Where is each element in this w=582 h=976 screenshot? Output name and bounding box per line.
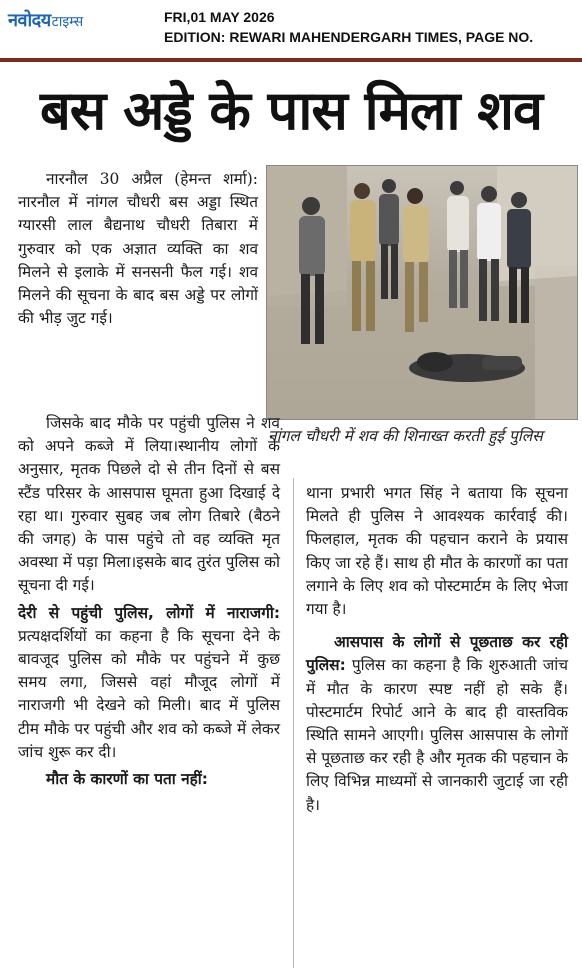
newspaper-logo[interactable] [8, 8, 83, 32]
column-divider [293, 478, 294, 968]
issue-date: FRI,01 MAY 2026 [164, 9, 275, 25]
paragraph-inquiry-text: पुलिस का कहना है कि शुरुआती जांच में मौत के कारण स्पष्ट नहीं हो सके हैं। पोस्टमार्टम रिपोर्ट आने के बाद ही वास्तविक स्थिति सामने आएगी। पुलिस आसपास के लोगों से पूछताछ कर रही है और मृतक की पहचान के लिए विभिन्न माध्यमों से जानकारी जुटाई जा रही है। [306, 656, 568, 814]
subheading-inquiry: आसपास के लोगों से पूछताछ कर रही पुलिस: [306, 633, 568, 675]
paragraph-delay-text: प्रत्यक्षदर्शियों का कहना है कि सूचना देने के बावजूद पुलिस को मौके पर पहुंचने में कुछ समय लगा, जिससे वहां मौजूद लोगों में नाराजगी भी देखने को मिली। बाद में पुलिस टीम मौके पर पहुंची और शव को कब्जे में लेकर जांच शुरू कर दी। [18, 626, 280, 761]
logo-main-text: नवोदय [8, 10, 51, 31]
paragraph-intro: नारनौल 30 अप्रैल (हेमन्त शर्मा): नारनौल में नांगल चौधरी बस अड्डा स्थित ग्यारसी लाल बैद्यनाथ चौधरी तिबारा में गुरुवार को एक अज्ञात व्यक्ति का शव मिलने से इलाके में सनसनी फैल गई। शव मिलने की सूचना के बाद बस अड्डे पर लोगों की भीड़ जुट गई। [18, 170, 258, 328]
paragraph-inquiry [306, 631, 568, 817]
subheading-delay: देरी से पहुंची पुलिस, लोगों में नाराजगी: [18, 603, 280, 622]
photo-caption: नांगल चौधरी में शव की शिनाख्त करती हुई पुलिस [268, 427, 543, 445]
paragraph-delay [18, 602, 280, 764]
paragraph-police-arrival: जिसके बाद मौके पर पहुंची पुलिस ने शव को अपने कब्जे में लिया।स्थानीय लोगों के अनुसार, मृतक पिछले दो से तीन दिनों से बस स्टैंड परिसर के आसपास घूमता हुआ दिखाई दे रहा था। गुरुवार सुबह जब लोग तिबारे (बैठने की जगह) के पास पहुंचे तो वह व्यक्ति मृत अवस्था में पड़ा मिला।इसके बाद तुरंत पुलिस को सूचना दी गई। [18, 414, 280, 595]
news-photo[interactable] [266, 165, 578, 420]
article-headline: बस अड्डे के पास मिला शव [39, 79, 543, 142]
subheading-cause: मौत के कारणों का पता नहीं: [46, 770, 208, 789]
paragraph-sho-statement: थाना प्रभारी भगत सिंह ने बताया कि सूचना मिलते ही पुलिस ने आवश्यक कार्रवाई की। फिलहाल, मृतक की पहचान कराने के प्रयास किए जा रहे हैं। साथ ही मौत के कारणों का पता लगाने के लिए शव को पोस्टमार्टम के लिए भेजा गया है। [306, 484, 568, 619]
column-left-bottom [18, 412, 280, 791]
masthead [0, 0, 582, 58]
edition-info [164, 7, 533, 47]
logo-sub-text: टाइम्स [51, 14, 84, 30]
paragraph-cause [18, 768, 280, 791]
column-right [306, 482, 568, 817]
edition-line: EDITION: REWARI MAHENDERGARH TIMES, PAGE NO. [164, 29, 534, 45]
police-scene-image [267, 166, 577, 419]
column-left-top [18, 168, 258, 330]
